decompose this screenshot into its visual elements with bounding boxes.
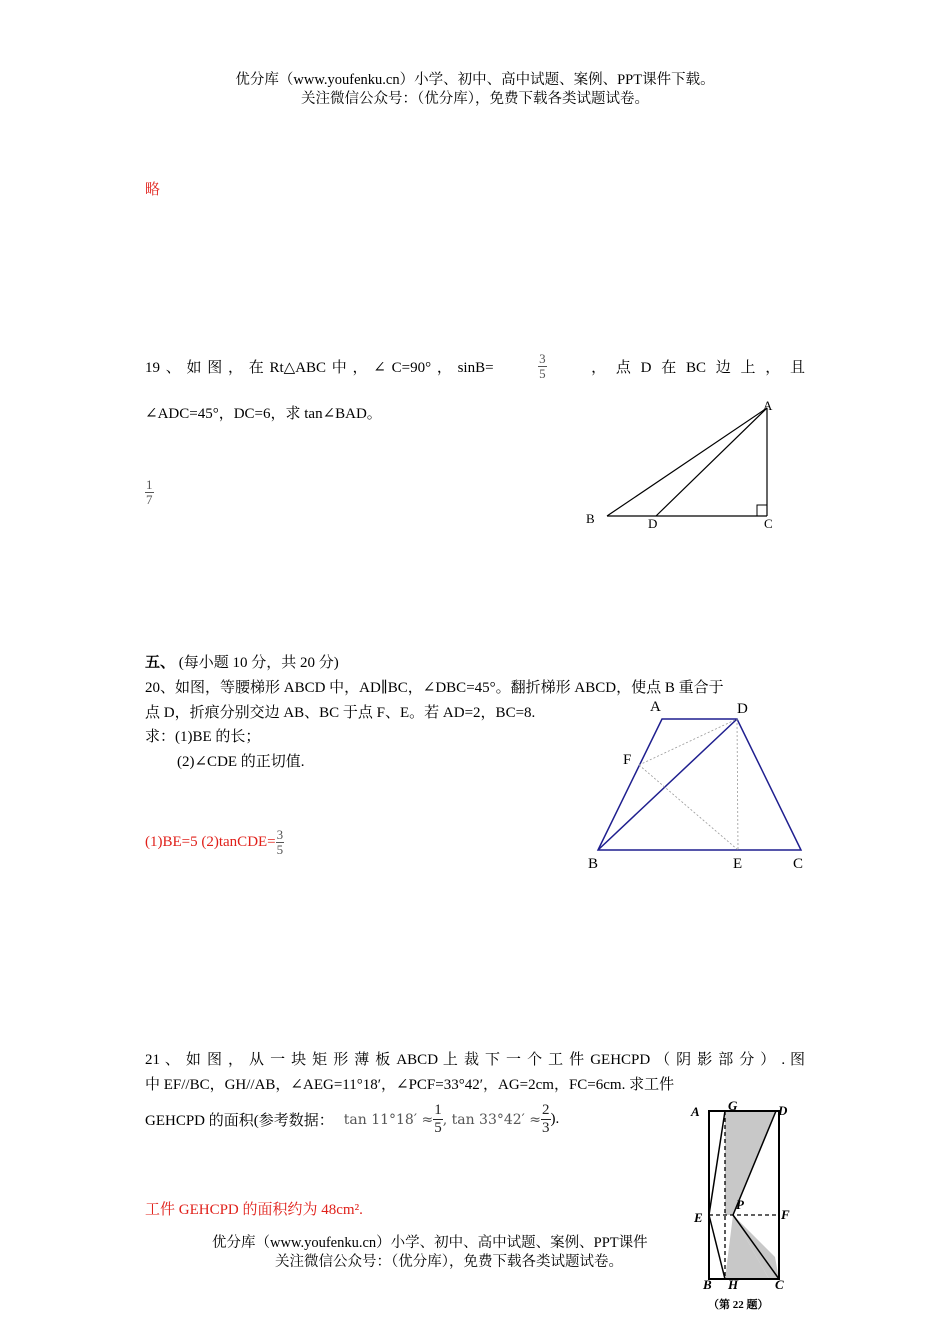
fold-fe [639,765,738,850]
q20-line-3: 求：(1)BE 的长； [145,729,261,745]
label-g: G [728,1098,738,1113]
header-line-2: 关注微信公众号：（优分库），免费下载各类试题试卷。 [301,91,649,107]
q21-rectangle-figure [683,1097,803,1315]
q19-answer-num: 1 [146,477,153,492]
q19-answer-fraction [145,478,154,507]
label-d: D [648,516,658,531]
q21-line-1: 21 、 如 图 ， 从 一 块 矩 形 薄 板 ABCD 上 裁 下 一 个 工 件 GEHCPD （ 阴 影 部 分 ） . 图 [145,1052,805,1068]
label-c: C [764,516,773,531]
label-f: F [781,1207,790,1222]
label-c: C [793,856,804,872]
figure-caption: （第 22 题） [708,1299,769,1311]
q19-sinb-fraction [538,352,547,381]
label-d: D [778,1103,788,1118]
footer-line-1: 优分库（www.youfenku.cn）小学、初中、高中试题、案例、PPT课件 [212,1231,648,1252]
section-5-heading [145,651,339,672]
q19-answer-den: 7 [146,492,153,507]
q21-fraction-2-num: 2 [542,1102,550,1118]
section-5-title: 五、 [145,655,176,671]
fold-fd [639,719,737,765]
footer-line-2: 关注微信公众号：（优分库），免费下载各类试题试卷。 [275,1254,623,1270]
q19-sinb-num: 3 [539,351,546,366]
diagonal-bd [598,719,737,850]
q21-fraction-1-num: 1 [434,1102,442,1118]
fold-de [737,719,738,850]
q19-text-b: ， 点 D 在 BC 边 上 ， 且 [591,360,805,376]
q20-answer-den: 5 [276,842,284,857]
shaded-upper [725,1111,776,1215]
label-c: C [775,1277,784,1292]
q21-line-3-suffix: ). [550,1111,560,1127]
q19-answer [145,478,154,507]
q20-answer-text: (1)BE=5 (2)tanCDE= [145,834,276,850]
q21-line-3-prefix: GEHCPD 的面积(参考数据： [145,1113,334,1129]
section-5-note: (每小题 10 分，共 20 分) [178,655,339,671]
header-line-1: 优分库（www.youfenku.cn）小学、初中、高中试题、案例、PPT课件下载。 [235,72,715,88]
label-e: E [733,856,743,872]
label-d: D [737,701,748,717]
label-p: P [736,1197,744,1212]
segment-ba [607,408,767,516]
q19-line-1 [145,352,805,381]
q20-answer [145,828,284,857]
label-a: A [650,699,661,715]
label-f: F [623,752,632,768]
q21-fraction-1-den: 5 [434,1120,442,1136]
label-h: H [728,1277,739,1292]
q21-tan-2: , tan 33°42′ ≈ [442,1111,542,1128]
q20-line-4: (2)∠CDE 的正切值. [177,754,305,770]
segment-eg [709,1111,725,1215]
q19-sinb-den: 5 [539,366,546,381]
q19-triangle-figure [580,392,790,532]
q21-tan-1: tan 11°18′ ≈ [343,1111,434,1128]
q20-trapezoid-figure [580,695,820,875]
q21-answer: 工件 GEHCPD 的面积约为 48cm². [145,1202,363,1218]
q21-fraction-2-den: 3 [542,1120,550,1136]
q19-text-a: 19 、 如 图 ， 在 Rt△ABC 中 ， ∠ C=90° ， sinB= [145,360,494,376]
q20-line-1: 20、如图，等腰梯形 ABCD 中，AD∥BC，∠DBC=45°。翻折梯形 ABCD，使点 B 重合于 [145,680,724,696]
label-a: A [691,1104,700,1119]
label-b: B [703,1277,712,1292]
q20-answer-num: 3 [276,827,284,842]
q20-line-2: 点 D，折痕分别交边 AB、BC 于点 F、E。若 AD=2，BC=8. [145,705,536,721]
label-b: B [588,856,599,872]
q19-line-2: ∠ADC=45°，DC=6，求 tan∠BAD。 [145,406,382,422]
trapezoid-abcd [598,719,801,850]
q20-answer-fraction [276,828,285,857]
segment-da [656,408,767,516]
label-b: B [586,511,595,526]
label-e: E [694,1210,703,1225]
q21-fraction-2 [541,1102,551,1137]
q21-line-2: 中 EF//BC，GH//AB，∠AEG=11°18′，∠PCF=33°42′，AG=2cm，FC=6cm. 求工件 [145,1077,675,1093]
q21-line-3 [145,1102,559,1137]
q21-fraction-1 [433,1102,443,1137]
right-angle-mark [757,505,767,516]
previous-answer: 略 [145,182,161,198]
label-a: A [763,398,773,413]
segment-eh [709,1215,725,1279]
